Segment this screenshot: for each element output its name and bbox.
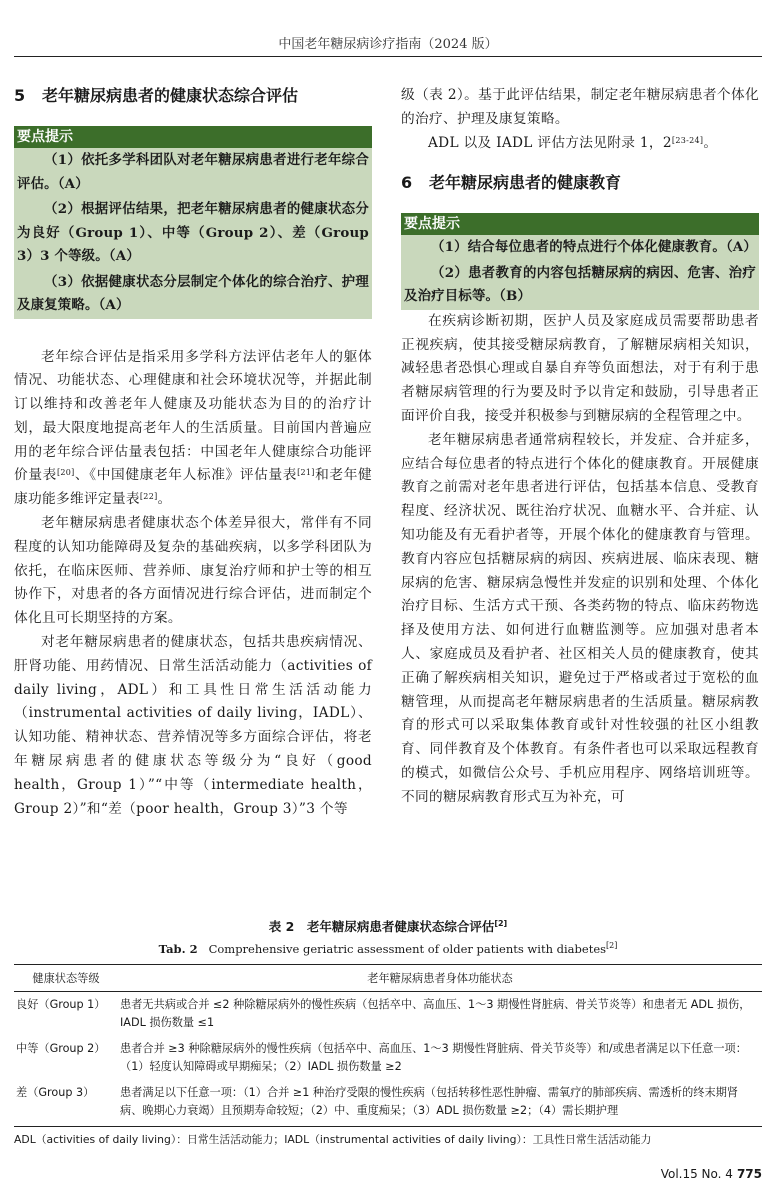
paragraph-text: 。 bbox=[703, 134, 718, 151]
paragraph: 级（表 2）。基于此评估结果，制定老年糖尿病患者个体化的治疗、护理及康复策略。 bbox=[401, 87, 759, 127]
volume-info: Vol.15 No. 4 bbox=[660, 1167, 733, 1181]
section-title: 老年糖尿病患者的健康教育 bbox=[429, 173, 622, 193]
paragraph-text: 、《中国健康老年人标准》评估量表 bbox=[74, 467, 298, 484]
page-number: 775 bbox=[736, 1167, 762, 1181]
keypoint-item: （3）依据健康状态分层制定个体化的综合治疗、护理及康复策略。（A） bbox=[17, 273, 369, 313]
table-cell-grade: 良好（Group 1） bbox=[16, 998, 106, 1011]
table-row bbox=[14, 1036, 762, 1080]
paragraph bbox=[14, 346, 372, 513]
paragraph-text: 。 bbox=[157, 491, 172, 508]
assessment-table bbox=[14, 964, 762, 1127]
section-6-heading bbox=[401, 171, 759, 195]
citation: [20] bbox=[56, 468, 75, 478]
header-rule bbox=[14, 56, 762, 57]
paragraph: 老年糖尿病患者通常病程较长，并发症、合并症多，应结合每位患者的特点进行个体化的健康教育。开展健康教育之前需对老年患者进行评估，包括基本信息、受教育程度、经济状况、既往治疗状况、血糖水平、合并症、认知功能及有无看护者等，开展个体化的健康教育与管理。教育内容应包括糖尿病的病因、疾病进展、临床表现、糖尿病的危害、糖尿病急慢性并发症的识别和处理、个体化治疗目标、生活方式干预、各类药物的特点、临床药物选择及使用方法、如何进行血糖监测等。应加强对患者本人、家庭成员及看护者、社区相关人员的健康教育，使其正确了解疾病相关知识，避免过于严格或者过于宽松的血糖管理，从而提高老年糖尿病患者的生活质量。糖尿病教育的形式可以采取集体教育或针对性较强的社区小组教育、同伴教育及个体教育。有条件者也可以采取远程教育的模式，如微信公众号、手机应用程序、网络培训班等。不同的糖尿病教育形式互为补充，可 bbox=[401, 431, 759, 805]
table-cell-desc: 患者满足以下任意一项：（1）合并 ≥1 种治疗受限的慢性疾病（包括转移性恶性肿瘤、需氧疗的肺部疾病、需透析的终末期肾病、晚期心力衰竭）且预期寿命较短；（2）中、重度痴呆；（3）ADL 损伤数量 ≥2；（4）需长期护理 bbox=[118, 1080, 762, 1127]
section-number: 6 bbox=[401, 173, 413, 193]
keypoints-box bbox=[14, 126, 372, 319]
citation: [2] bbox=[494, 919, 508, 928]
citation: [21] bbox=[297, 468, 315, 478]
page-footer bbox=[661, 1167, 762, 1181]
table-cell-desc: 患者无共病或合并 ≤2 种除糖尿病外的慢性疾病（包括卒中、高血压、1～3 期慢性肾脏病、骨关节炎等）和患者无 ADL 损伤，IADL 损伤数量 ≤1 bbox=[120, 998, 751, 1029]
table-caption-cn bbox=[14, 918, 762, 936]
paragraph: 对老年糖尿病患者的健康状态，包括共患疾病情况、肝肾功能、用药情况、日常生活活动能力（activities of daily living，ADL）和工具性日常生活活动能力（instrumental activities of daily living，IADL）、认知功能、精神状态、营养情况等多方面综合评估，将老年糖尿病患者的健康状态等级分为“良好（good health，Group 1）”“中等（intermediate health，Group 2）”和“差（poor health，Group 3）”3 个等 bbox=[14, 634, 372, 817]
section-5-heading bbox=[14, 84, 372, 108]
table-cell-grade: 中等（Group 2） bbox=[16, 1042, 106, 1055]
keypoint-item: （1）依托多学科团队对老年糖尿病患者进行老年综合评估。（A） bbox=[17, 152, 369, 192]
paragraph-text: 老年综合评估是指采用多学科方法评估老年人的躯体情况、功能状态、心理健康和社会环境状况等，并据此制订以维持和改善老年人健康及功能状态为目的的治疗计划，最大限度地提高老年人的生活质量。目前国内普遍应用的老年综合评估量表包括：中国老年人健康综合功能评价量表 bbox=[14, 348, 372, 484]
keypoints-title: 要点提示 bbox=[401, 213, 759, 235]
caption-text: 表 2 老年糖尿病患者健康状态综合评估 bbox=[268, 919, 495, 934]
table-cell-desc: 患者合并 ≥3 种除糖尿病外的慢性疾病（包括卒中、高血压、1～3 期慢性肾脏病、骨关节炎等）和/或患者满足以下任意一项：（1）轻度认知障碍或早期痴呆；（2）IADL 损伤数量 ≥2 bbox=[120, 1042, 747, 1073]
table-row bbox=[14, 1080, 762, 1127]
section-title: 老年糖尿病患者的健康状态综合评估 bbox=[42, 86, 299, 105]
paragraph-text: ADL 以及 IADL 评估方法见附录 1，2 bbox=[428, 134, 672, 151]
paragraph: 老年糖尿病患者健康状态个体差异很大，常伴有不同程度的认知功能障碍及复杂的基础疾病，以多学科团队为依托，在临床医师、营养师、康复治疗师和护士等的相互协作下，对患者的各方面情况进行综合评估，进而制定个体化且可长期坚持的方案。 bbox=[14, 515, 372, 627]
caption-text: Comprehensive geriatric assessment of older patients with diabetes bbox=[208, 942, 607, 956]
left-column bbox=[14, 84, 372, 821]
right-column bbox=[401, 84, 759, 810]
table-note: ADL（activities of daily living）：日常生活活动能力；IADL（instrumental activities of daily living）：工具性日常生活活动能力 bbox=[14, 1133, 652, 1146]
citation: [23-24] bbox=[671, 135, 704, 145]
keypoint-item: （2）根据评估结果，把老年糖尿病患者的健康状态分为良好（Group 1）、中等（Group 2）、差（Group 3）3 个等级。（A） bbox=[17, 201, 369, 264]
paragraph bbox=[401, 132, 759, 156]
table-header-cell: 健康状态等级 bbox=[14, 965, 118, 992]
table-caption-en bbox=[14, 940, 762, 958]
table-2 bbox=[14, 918, 762, 1149]
keypoint-item: （1）结合每位患者的特点进行个体化健康教育。（A） bbox=[431, 239, 757, 256]
citation: [22] bbox=[139, 492, 158, 502]
caption-label: Tab. 2 bbox=[158, 942, 198, 956]
table-header-cell: 老年糖尿病患者身体功能状态 bbox=[118, 965, 762, 992]
table-header-row bbox=[14, 965, 762, 992]
paragraph: 在疾病诊断初期，医护人员及家庭成员需要帮助患者正视疾病，使其接受糖尿病教育，了解糖尿病相关知识，减轻患者恐惧心理或自暴自弃等负面想法，对于有利于患者糖尿病管理的行为要及时予以肯定和鼓励，引导患者正面评价自我，接受并积极参与到糖尿病的全程管理之中。 bbox=[401, 312, 759, 425]
table-cell-grade: 差（Group 3） bbox=[14, 1080, 118, 1127]
table-row bbox=[14, 992, 762, 1037]
running-header: 中国老年糖尿病诊疗指南（2024 版） bbox=[278, 37, 498, 52]
citation: [2] bbox=[606, 941, 618, 950]
paragraph-text: 和老年健康功能多维评定量表 bbox=[14, 467, 372, 508]
keypoints-box bbox=[401, 213, 759, 310]
keypoint-item: （2）患者教育的内容包括糖尿病的病因、危害、治疗及治疗目标等。（B） bbox=[404, 264, 756, 305]
keypoints-title: 要点提示 bbox=[14, 126, 372, 148]
section-number: 5 bbox=[14, 86, 26, 105]
